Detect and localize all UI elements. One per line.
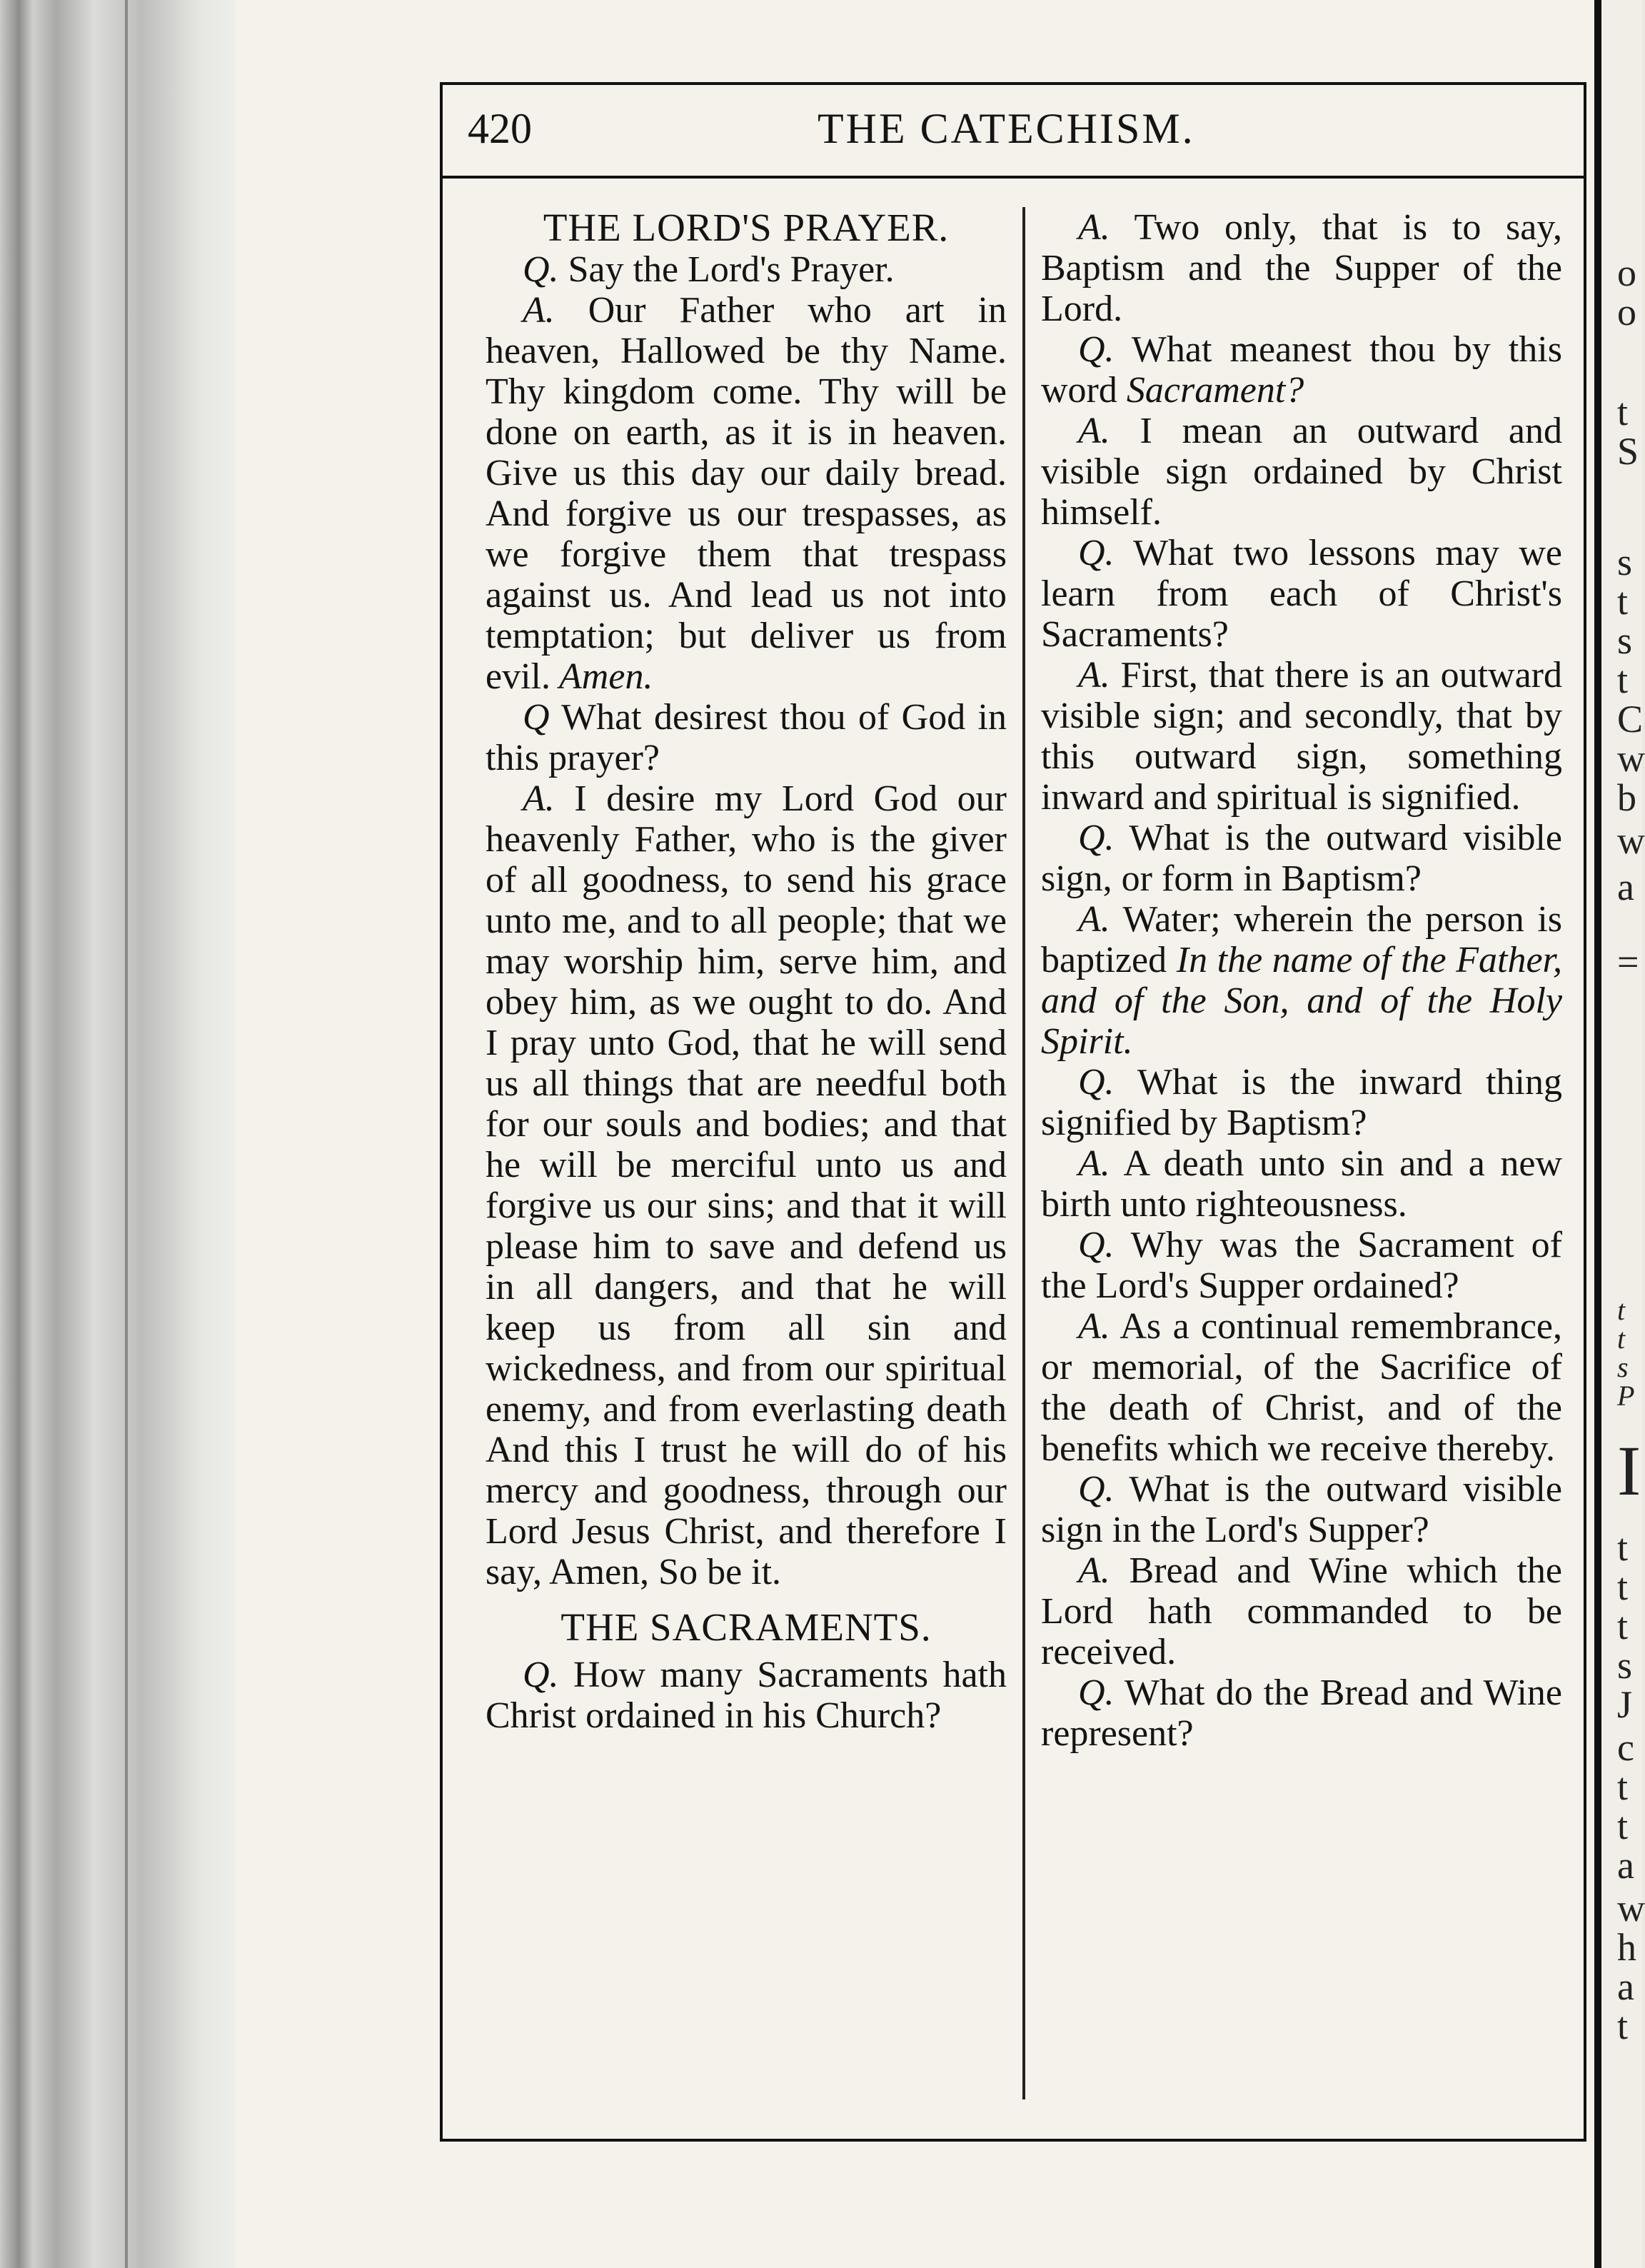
qa-label: A.	[1078, 1143, 1110, 1184]
qa-label: Q.	[1078, 533, 1115, 573]
question-paragraph	[1041, 818, 1562, 899]
qa-text: I mean an outward and visible sign ordained by Christ himself.	[1041, 411, 1562, 533]
qa-text: Our Father who art in heaven, Hallowed be thy Name. Thy kingdom come. Thy will be done on earth, as it is in heaven. Give us this day our daily bread. And forgive us our trespasses, as we forgive them that trespass against us. And lead us not into temptation; but deliver us from evil.	[486, 290, 1007, 697]
right-column	[1041, 207, 1562, 1754]
next-page-fragment: t	[1617, 1526, 1629, 1569]
answer-paragraph	[1041, 207, 1562, 329]
next-page-fragment: w	[1617, 1887, 1645, 1930]
next-page-fragment: h	[1617, 1926, 1636, 1969]
qa-label: Q.	[523, 249, 559, 290]
qa-label: Q.	[523, 1655, 559, 1695]
answer-paragraph	[1041, 1306, 1562, 1469]
qa-label: Q	[523, 697, 550, 738]
next-page-fragment: S	[1617, 430, 1639, 473]
next-page-fragment: t	[1617, 1765, 1629, 1808]
qa-text: Water; wherein the person is baptized	[1041, 899, 1562, 980]
column-divider	[1022, 207, 1025, 2099]
qa-label: Q.	[1078, 1672, 1115, 1713]
qa-text: Bread and Wine which the Lord hath commanded to be received.	[1041, 1550, 1562, 1672]
qa-label: Q.	[1078, 1062, 1115, 1103]
next-page-fragment: C	[1617, 698, 1644, 741]
qa-text: How many Sacraments hath Christ ordained in his Church?	[486, 1655, 1007, 1736]
qa-label: A.	[1078, 207, 1110, 248]
qa-label: A.	[523, 778, 555, 819]
qa-text: Why was the Sacrament of the Lord's Supper ordained?	[1041, 1225, 1562, 1306]
next-page-fragment: t	[1617, 2004, 1629, 2047]
qa-text: Say the Lord's Prayer.	[558, 249, 895, 290]
qa-text: As a continual remembrance, or memorial, of the Sacrifice of the death of Christ, and of the benefits which we receive thereby.	[1041, 1306, 1562, 1469]
section-heading-lords-prayer: THE LORD'S PRAYER.	[543, 206, 950, 249]
next-page-fragment: o	[1617, 291, 1636, 333]
header-rule	[440, 176, 1586, 179]
next-page-edge	[1601, 0, 1645, 2268]
next-page-fragment: a	[1617, 865, 1634, 908]
next-page-fragment: t	[1617, 1565, 1629, 1608]
qa-text: What do the Bread and Wine represent?	[1041, 1672, 1562, 1754]
next-page-fragment: t	[1617, 1605, 1629, 1647]
gutter-spine	[1594, 0, 1601, 2268]
qa-label: Q.	[1078, 1225, 1115, 1265]
qa-italic-text: Sacrament?	[1117, 370, 1304, 411]
qa-text: Two only, that is to say, Baptism and the Supper of the Lord.	[1041, 207, 1562, 329]
next-page-fragment: s	[1617, 619, 1633, 662]
qa-label: A.	[1078, 1306, 1110, 1347]
next-page-fragment: o	[1617, 251, 1636, 294]
question-paragraph	[1041, 1225, 1562, 1306]
qa-text: What is the outward visible sign in the Lord's Supper?	[1041, 1469, 1562, 1550]
question-paragraph	[486, 1655, 1007, 1736]
left-column	[486, 207, 1007, 1736]
next-page-fragment: a	[1617, 1965, 1634, 2008]
question-paragraph	[486, 697, 1007, 778]
next-page-fragment: s	[1617, 1351, 1629, 1383]
book-edge-shadow-line	[125, 0, 128, 2268]
next-page-fragment: t	[1617, 391, 1629, 433]
qa-label: Q.	[1078, 1469, 1115, 1510]
next-page-fragment: =	[1617, 940, 1639, 983]
qa-text: A death unto sin and a new birth unto righteousness.	[1041, 1143, 1562, 1225]
running-head: THE CATECHISM.	[818, 105, 1195, 152]
qa-label: Q.	[1078, 329, 1115, 370]
next-page-fragment: t	[1617, 1323, 1626, 1355]
answer-paragraph	[1041, 899, 1562, 1062]
question-paragraph	[1041, 329, 1562, 411]
qa-text: What is the inward thing signified by Baptism?	[1041, 1062, 1562, 1143]
amen-italic: Amen.	[550, 656, 653, 697]
next-page-fragment: t	[1617, 1805, 1629, 1847]
next-page-fragment: P	[1617, 1380, 1635, 1412]
next-page-fragment: b	[1617, 776, 1636, 819]
answer-paragraph	[1041, 1550, 1562, 1672]
qa-text: What is the outward visible sign, or form in Baptism?	[1041, 818, 1562, 899]
baptismal-formula-italic: In the name of the Father, and of the Son, and of the Holy Spirit.	[1041, 940, 1562, 1062]
next-page-fragment: I	[1617, 1431, 1641, 1510]
qa-text: What desirest thou of God in this prayer?	[486, 697, 1007, 778]
qa-label: A.	[1078, 899, 1110, 940]
next-page-fragment: t	[1617, 1294, 1626, 1326]
answer-paragraph	[1041, 1143, 1562, 1225]
next-page-fragment: J	[1617, 1683, 1633, 1726]
qa-label: A.	[523, 290, 555, 331]
qa-text: What meanest thou by this word	[1041, 329, 1562, 411]
qa-text: What two lessons may we learn from each of Christ's Sacraments?	[1041, 533, 1562, 655]
question-paragraph	[1041, 1672, 1562, 1754]
question-paragraph	[486, 249, 1007, 290]
qa-label: A.	[1078, 655, 1110, 696]
next-page-fragment: s	[1617, 1644, 1633, 1687]
qa-text: First, that there is an outward visible sign; and secondly, that by this outward sign, something inward and spiritual is signified.	[1041, 655, 1562, 818]
book-page-edges	[0, 0, 236, 2268]
answer-paragraph	[1041, 655, 1562, 818]
next-page-fragment: s	[1617, 541, 1633, 583]
answer-paragraph	[486, 290, 1007, 697]
answer-paragraph	[486, 778, 1007, 1592]
qa-label: A.	[1078, 411, 1110, 451]
qa-label: Q.	[1078, 818, 1115, 858]
next-page-fragment: w	[1617, 819, 1645, 862]
page-number: 420	[468, 105, 532, 152]
next-page-fragment: c	[1617, 1726, 1634, 1769]
question-paragraph	[1041, 1469, 1562, 1550]
next-page-fragment: a	[1617, 1844, 1634, 1887]
answer-paragraph	[1041, 411, 1562, 533]
next-page-fragment: t	[1617, 658, 1629, 701]
question-paragraph	[1041, 1062, 1562, 1143]
qa-text: I desire my Lord God our heavenly Father, who is the giver of all goodness, to send his grace unto me, and to all people; that we may worship him, serve him, and obey him, as we ought to do. And I pray unto God, that he will send us all things that are needful both for our souls and bodies; and that he will be merciful unto us and forgive us our sins; and that it will please him to save and defend us in all dangers, and that he will keep us from all sin and wickedness, and from our spiritual enemy, and from everlasting death And this I trust he will do of his mercy and goodness, through our Lord Jesus Christ, and therefore I say, Amen, So be it.	[486, 778, 1007, 1592]
qa-label: A.	[1078, 1550, 1110, 1591]
section-heading-sacraments: THE SACRAMENTS.	[560, 1605, 932, 1649]
next-page-fragment: w	[1617, 737, 1645, 780]
question-paragraph	[1041, 533, 1562, 655]
next-page-fragment: t	[1617, 580, 1629, 623]
